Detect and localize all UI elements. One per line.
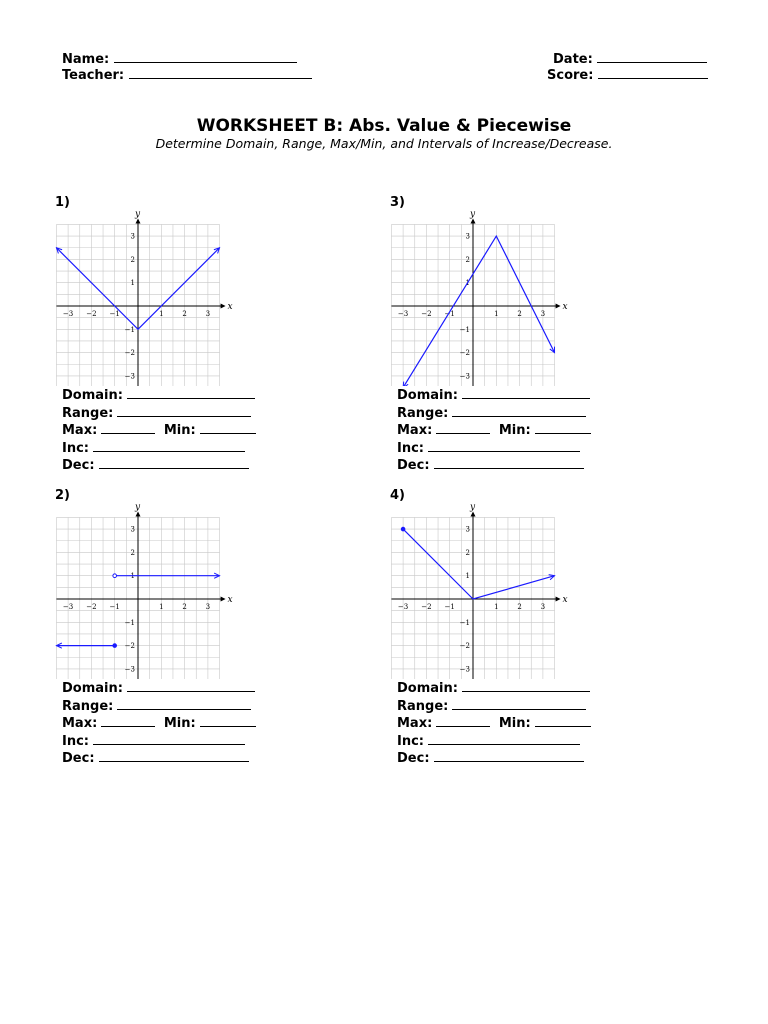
x-tick-label: 3 — [540, 310, 546, 318]
teacher-blank[interactable] — [129, 66, 312, 79]
range-blank[interactable] — [452, 405, 586, 417]
y-tick-label: 3 — [465, 232, 470, 241]
y-tick-label: −1 — [459, 618, 470, 627]
x-tick-label: −1 — [444, 603, 455, 611]
y-tick-label: 1 — [465, 572, 470, 581]
name-blank[interactable] — [114, 50, 297, 63]
y-tick-label: −2 — [459, 642, 470, 651]
y-tick-label: −1 — [459, 325, 470, 334]
max-label: Max: — [62, 716, 98, 732]
inc-label: Inc: — [62, 440, 89, 456]
problem-2-questions — [62, 680, 256, 768]
range-label: Range: — [397, 405, 449, 421]
score-label: Score: — [547, 68, 594, 83]
inc-blank[interactable] — [428, 440, 580, 452]
x-tick-label: 2 — [182, 603, 187, 611]
max-blank[interactable] — [436, 715, 490, 727]
problem-1-questions — [62, 387, 256, 475]
dec-label: Dec: — [397, 751, 430, 767]
dec-blank[interactable] — [434, 750, 584, 762]
date-blank[interactable] — [597, 50, 707, 63]
y-tick-label: −3 — [124, 372, 135, 381]
dec-blank[interactable] — [99, 750, 249, 762]
worksheet-subtitle: Determine Domain, Range, Max/Min, and Intervals of Increase/Decrease. — [155, 136, 613, 151]
problem-3-graph — [387, 210, 569, 386]
domain-blank[interactable] — [462, 680, 590, 692]
x-axis-label: x — [562, 595, 568, 605]
closed-endpoint — [113, 644, 117, 648]
min-label: Min: — [498, 716, 531, 732]
y-tick-label: 3 — [130, 525, 135, 534]
max-blank[interactable] — [101, 422, 155, 434]
x-tick-label: −2 — [86, 603, 97, 611]
y-tick-label: −3 — [459, 372, 470, 381]
y-tick-label: 1 — [130, 572, 135, 581]
max-label: Max: — [62, 423, 98, 439]
x-tick-label: −1 — [109, 603, 120, 611]
dec-blank[interactable] — [99, 457, 249, 469]
y-tick-label: −1 — [124, 325, 135, 334]
range-blank[interactable] — [117, 405, 251, 417]
problem-4-questions — [397, 680, 591, 768]
min-label: Min: — [498, 423, 531, 439]
y-tick-label: −2 — [124, 349, 135, 358]
dec-label: Dec: — [62, 458, 95, 474]
y-tick-label: 1 — [130, 279, 135, 288]
x-tick-label: 2 — [517, 603, 522, 611]
inc-blank[interactable] — [93, 733, 245, 745]
inc-blank[interactable] — [93, 440, 245, 452]
x-tick-label: −3 — [62, 310, 74, 318]
max-blank[interactable] — [101, 715, 155, 727]
y-tick-label: −2 — [124, 642, 135, 651]
x-tick-label: 1 — [494, 310, 499, 318]
max-label: Max: — [397, 716, 433, 732]
x-tick-label: −3 — [397, 310, 409, 318]
x-tick-label: 1 — [494, 603, 499, 611]
teacher-label: Teacher: — [62, 68, 125, 83]
x-axis-arrow — [556, 597, 561, 602]
teacher-field — [62, 66, 312, 84]
problem-1-graph — [52, 210, 234, 386]
x-axis-arrow — [221, 597, 226, 602]
problem-3-questions — [397, 387, 591, 475]
x-tick-label: −1 — [109, 310, 120, 318]
y-axis-label: y — [135, 503, 141, 513]
x-tick-label: −2 — [421, 310, 432, 318]
x-axis-label: x — [227, 302, 233, 312]
y-axis-label: y — [135, 210, 141, 220]
y-tick-label: 2 — [130, 255, 135, 264]
max-label: Max: — [397, 423, 433, 439]
x-tick-label: 3 — [205, 603, 211, 611]
inc-label: Inc: — [62, 733, 89, 749]
problem-2-graph — [52, 503, 234, 679]
y-axis-label: y — [470, 210, 476, 220]
domain-label: Domain: — [397, 681, 458, 696]
problem-4-number: 4) — [390, 488, 405, 503]
domain-blank[interactable] — [462, 387, 590, 399]
x-tick-label: 1 — [159, 310, 164, 318]
x-tick-label: −1 — [444, 310, 455, 318]
min-blank[interactable] — [200, 422, 256, 434]
y-tick-label: −2 — [459, 349, 470, 358]
y-tick-label: −1 — [124, 618, 135, 627]
worksheet-title: WORKSHEET B: Abs. Value & Piecewise — [196, 116, 572, 136]
x-axis-arrow — [221, 304, 226, 309]
range-blank[interactable] — [452, 698, 586, 710]
min-blank[interactable] — [535, 715, 591, 727]
x-axis-label: x — [562, 302, 568, 312]
domain-label: Domain: — [62, 681, 123, 696]
min-blank[interactable] — [200, 715, 256, 727]
y-tick-label: 2 — [130, 548, 135, 557]
y-tick-label: 3 — [465, 525, 470, 534]
x-tick-label: −2 — [421, 603, 432, 611]
max-blank[interactable] — [436, 422, 490, 434]
x-axis-label: x — [227, 595, 233, 605]
y-axis-label: y — [470, 503, 476, 513]
y-tick-label: 1 — [465, 279, 470, 288]
y-tick-label: −3 — [459, 665, 470, 674]
dec-label: Dec: — [62, 751, 95, 767]
problem-3-number: 3) — [390, 195, 405, 210]
min-label: Min: — [163, 716, 196, 732]
score-blank[interactable] — [598, 66, 708, 79]
problem-1-number: 1) — [55, 195, 70, 210]
score-field — [547, 66, 708, 84]
problem-2-number: 2) — [55, 488, 70, 503]
y-tick-label: 3 — [130, 232, 135, 241]
range-label: Range: — [397, 698, 449, 714]
x-tick-label: −3 — [397, 603, 409, 611]
y-tick-label: −3 — [124, 665, 135, 674]
x-tick-label: 3 — [205, 310, 211, 318]
domain-blank[interactable] — [127, 680, 255, 692]
domain-label: Domain: — [62, 388, 123, 403]
range-blank[interactable] — [117, 698, 251, 710]
range-label: Range: — [62, 405, 114, 421]
problem-4-graph — [387, 503, 569, 679]
inc-label: Inc: — [397, 733, 424, 749]
min-blank[interactable] — [535, 422, 591, 434]
x-axis-arrow — [556, 304, 561, 309]
date-label: Date: — [553, 52, 593, 67]
x-tick-label: −3 — [62, 603, 74, 611]
inc-blank[interactable] — [428, 733, 580, 745]
range-label: Range: — [62, 698, 114, 714]
domain-blank[interactable] — [127, 387, 255, 399]
x-tick-label: 2 — [517, 310, 522, 318]
name-label: Name: — [62, 52, 110, 67]
x-tick-label: −2 — [86, 310, 97, 318]
x-tick-label: 3 — [540, 603, 546, 611]
inc-label: Inc: — [397, 440, 424, 456]
closed-endpoint — [401, 527, 405, 531]
y-tick-label: 2 — [465, 548, 470, 557]
dec-blank[interactable] — [434, 457, 584, 469]
domain-label: Domain: — [397, 388, 458, 403]
min-label: Min: — [163, 423, 196, 439]
open-endpoint — [113, 574, 117, 578]
dec-label: Dec: — [397, 458, 430, 474]
y-tick-label: 2 — [465, 255, 470, 264]
x-tick-label: 2 — [182, 310, 187, 318]
x-tick-label: 1 — [159, 603, 164, 611]
